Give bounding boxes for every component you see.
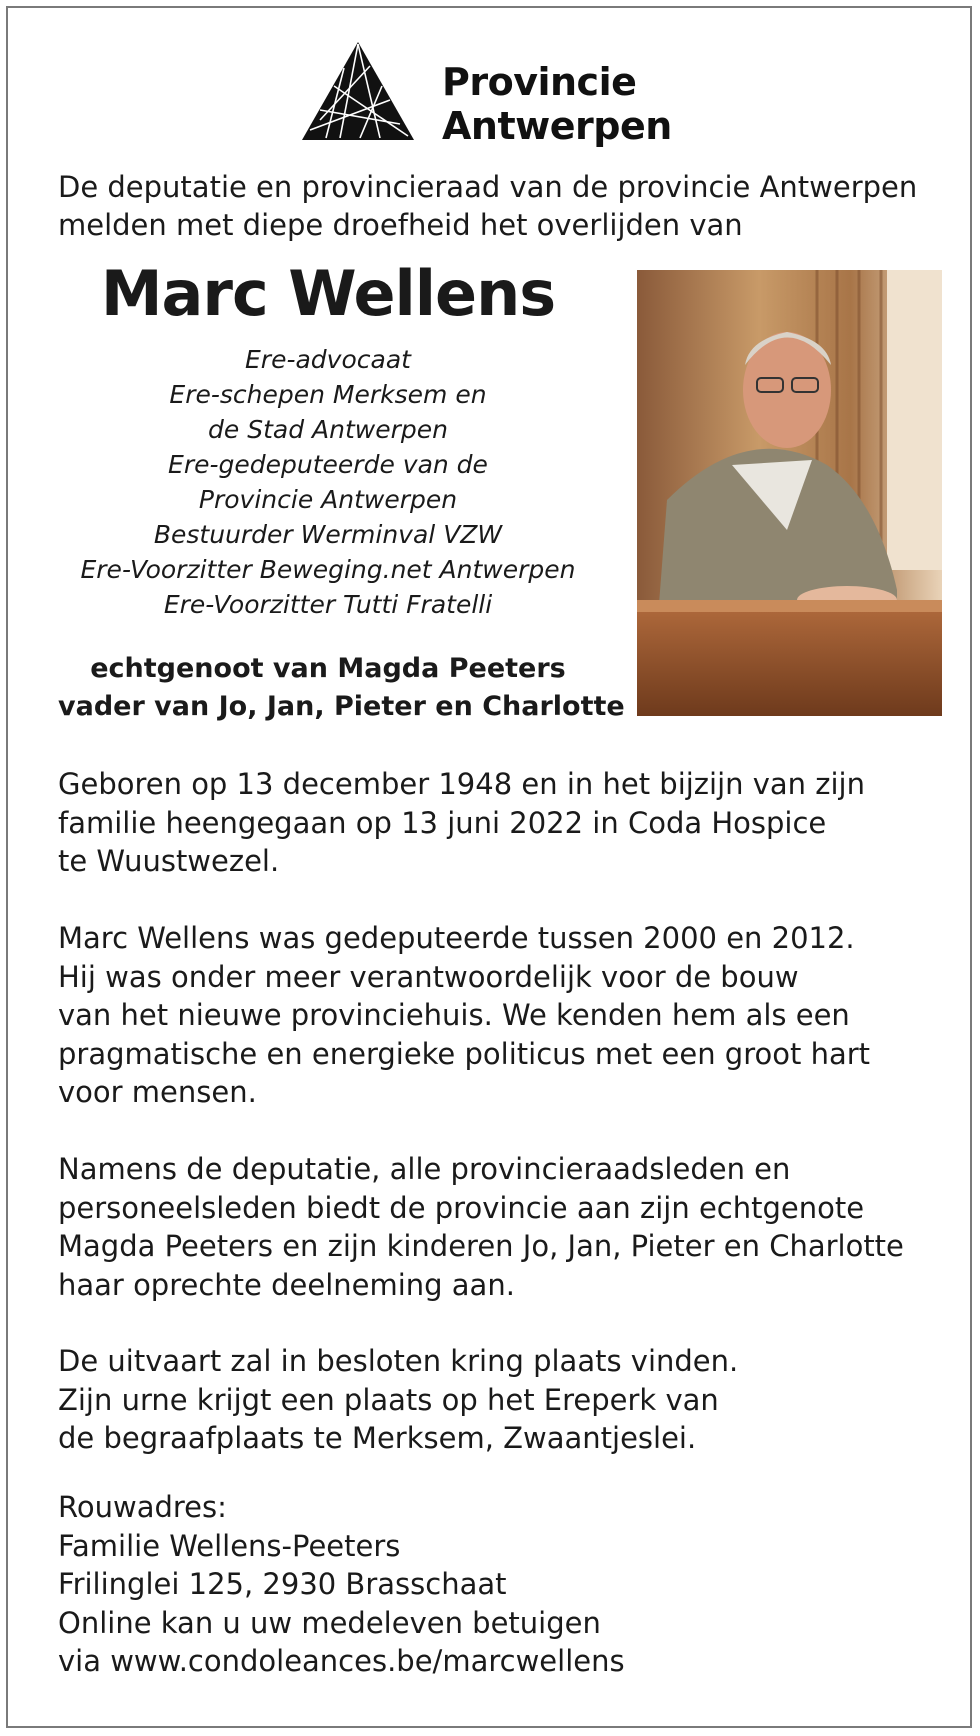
career-paragraph — [58, 919, 938, 1112]
deceased-name: Marc Wellens — [100, 257, 556, 330]
paragraph-line: pragmatische en energieke politicus met een groot hart — [58, 1036, 871, 1071]
province-logo — [300, 40, 680, 150]
funeral-paragraph — [58, 1342, 938, 1458]
title-line: Provincie Antwerpen — [198, 485, 458, 514]
paragraph-line: Hij was onder meer verantwoordelijk voor de bouw — [58, 959, 799, 994]
family-relations — [58, 650, 625, 726]
paragraph-line: haar oprechte deelneming aan. — [58, 1267, 515, 1302]
paragraph-line: personeelsleden biedt de provincie aan zijn echtgenote — [58, 1190, 865, 1225]
title-line: Ere-gedeputeerde van de — [168, 450, 488, 479]
paragraph-line: Zijn urne krijgt een plaats op het Ereperk van — [58, 1382, 719, 1417]
address-street: Frilinglei 125, 2930 Brasschaat — [58, 1567, 507, 1601]
address-online-note: Online kan u uw medeleven betuigen — [58, 1605, 601, 1640]
intro-line: De deputatie en provincieraad van de provincie Antwerpen — [58, 170, 918, 204]
paragraph-line: De uitvaart zal in besloten kring plaats vinden. — [58, 1344, 739, 1378]
birth-paragraph — [58, 765, 938, 881]
address-family: Familie Wellens-Peeters — [58, 1528, 401, 1563]
intro-text — [58, 168, 938, 244]
intro-line: melden met diepe droefheid het overlijden van — [58, 208, 743, 242]
relation-line: vader van Jo, Jan, Pieter en Charlotte — [58, 691, 625, 722]
paragraph-line: familie heengegaan op 13 juni 2022 in Coda Hospice — [58, 805, 827, 840]
title-line: de Stad Antwerpen — [208, 415, 448, 444]
title-line: Ere-schepen Merksem en — [169, 380, 487, 409]
condolence-paragraph — [58, 1150, 938, 1304]
paragraph-line: Namens de deputatie, alle provincieraadsleden en — [58, 1152, 791, 1186]
honorary-titles — [58, 342, 598, 622]
paragraph-line: Marc Wellens was gedeputeerde tussen 2000 en 2012. — [58, 921, 855, 955]
logo-line-1: Provincie — [442, 60, 637, 104]
paragraph-line: te Wuustwezel. — [58, 844, 280, 878]
title-line: Bestuurder Werminval VZW — [153, 520, 503, 549]
paragraph-line: voor mensen. — [58, 1075, 257, 1109]
paragraph-line: Magda Peeters en zijn kinderen Jo, Jan, Pieter en Charlotte — [58, 1229, 904, 1263]
paragraph-line: Geboren op 13 december 1948 en in het bijzijn van zijn — [58, 767, 865, 801]
portrait-photo — [637, 270, 942, 716]
paragraph-line: de begraafplaats te Merksem, Zwaantjeslei. — [58, 1421, 697, 1455]
triangle-logo-icon — [300, 40, 416, 142]
title-line: Ere-Voorzitter Beweging.net Antwerpen — [80, 555, 576, 584]
title-line: Ere-advocaat — [245, 345, 411, 374]
paragraph-line: van het nieuwe provinciehuis. We kenden hem als een — [58, 998, 850, 1032]
relation-line: echtgenoot van Magda Peeters — [90, 653, 566, 684]
logo-wordmark — [442, 60, 672, 148]
title-line: Ere-Voorzitter Tutti Fratelli — [163, 590, 493, 619]
logo-line-2: Antwerpen — [442, 104, 672, 148]
mourning-address — [58, 1488, 938, 1681]
condolence-link[interactable]: via www.condoleances.be/marcwellens — [58, 1644, 625, 1678]
address-label: Rouwadres: — [58, 1490, 227, 1524]
